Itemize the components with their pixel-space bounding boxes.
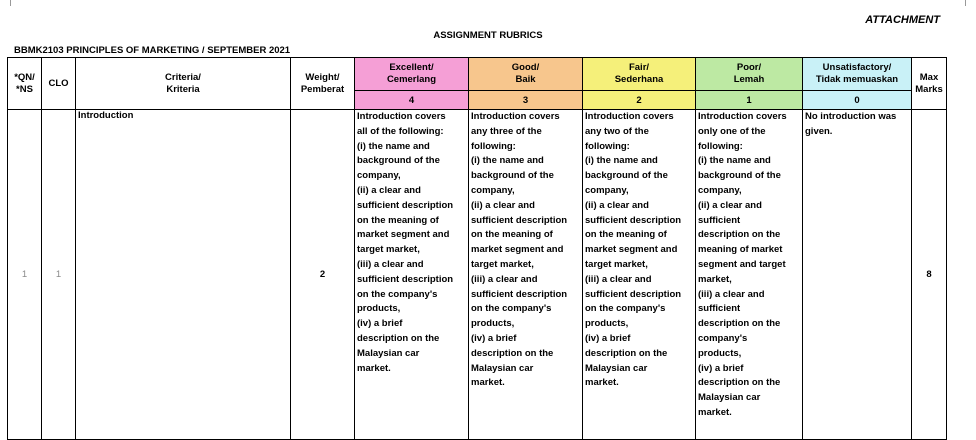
- descriptor-line: sufficient: [698, 214, 741, 226]
- score-fair: 2: [583, 91, 696, 110]
- descriptor-line: description on the: [698, 229, 781, 241]
- grade-header-fair: Fair/ Sederhana: [583, 58, 696, 91]
- descriptor-line: following:: [471, 140, 516, 152]
- descriptor-line: (ii) a clear and: [698, 199, 762, 211]
- descriptor-line: market segment and: [471, 244, 564, 256]
- descriptor-line: market.: [357, 362, 391, 374]
- grade-header-good: Good/ Baik: [469, 58, 583, 91]
- descriptor-line: sufficient description: [585, 214, 682, 226]
- page-title: ASSIGNMENT RUBRICS: [433, 30, 543, 41]
- descriptor-line: segment and target: [698, 258, 786, 270]
- descriptor-line: target market,: [471, 258, 534, 270]
- criteria-header: Criteria/ Kriteria: [76, 58, 291, 110]
- descriptor-line: market.: [471, 377, 505, 389]
- descriptor-line: products,: [585, 318, 629, 330]
- rubric-table: [7, 57, 947, 440]
- descriptor-line: sufficient description: [471, 288, 568, 300]
- descriptor-fair: [583, 110, 696, 440]
- descriptor-line: (iii) a clear and: [471, 273, 538, 285]
- descriptor-line: Malaysian car: [698, 392, 761, 404]
- descriptor-line: sufficient description: [471, 214, 568, 226]
- descriptor-line: (i) the name and: [698, 155, 771, 167]
- descriptor-line: products,: [698, 347, 742, 359]
- descriptor-line: on the meaning of: [585, 229, 667, 241]
- descriptor-line: on the meaning of: [357, 214, 439, 226]
- descriptor-line: background of the: [471, 170, 554, 182]
- descriptor-line: sufficient: [698, 303, 741, 315]
- descriptor-line: description on the: [357, 332, 440, 344]
- grade-header-excellent: Excellent/ Cemerlang: [355, 58, 469, 91]
- weight-header: Weight/ Pemberat: [291, 58, 355, 110]
- descriptor-line: (iv) a brief: [471, 332, 517, 344]
- descriptor-line: company,: [698, 184, 742, 196]
- descriptor-line: description on the: [698, 377, 781, 389]
- descriptor-line: background of the: [698, 170, 781, 182]
- descriptor-line: sufficient description: [357, 199, 454, 211]
- clo-header: CLO: [42, 58, 76, 110]
- weight-value: 2: [291, 110, 355, 440]
- descriptor-line: (ii) a clear and: [585, 199, 649, 211]
- descriptor-line: market segment and: [357, 229, 450, 241]
- descriptor-line: description on the: [585, 347, 668, 359]
- descriptor-line: (iv) a brief: [357, 318, 403, 330]
- descriptor-line: market.: [585, 377, 619, 389]
- score-unsatisfactory: 0: [803, 91, 912, 110]
- descriptor-line: (ii) a clear and: [471, 199, 535, 211]
- header-row: [8, 58, 947, 91]
- descriptor-line: market segment and: [585, 244, 678, 256]
- descriptor-line: products,: [471, 318, 515, 330]
- table-row: [8, 110, 947, 440]
- descriptor-line: on the meaning of: [471, 229, 553, 241]
- descriptor-line: Introduction covers: [471, 111, 560, 122]
- descriptor-line: (i) the name and: [357, 140, 430, 152]
- descriptor-line: Introduction covers: [585, 111, 674, 122]
- page-corner-mark-right: [965, 0, 966, 6]
- descriptor-line: meaning of market: [698, 244, 783, 256]
- descriptor-line: any two of the: [585, 125, 649, 137]
- descriptor-unsatisfactory: [803, 110, 912, 440]
- course-title: BBMK2103 PRINCIPLES OF MARKETING / SEPTEMBER 2021: [14, 45, 291, 56]
- descriptor-line: products,: [357, 303, 401, 315]
- descriptor-line: following:: [585, 140, 630, 152]
- max-marks-value: 8: [912, 110, 947, 440]
- descriptor-excellent: [355, 110, 469, 440]
- criteria-value: Introduction: [76, 110, 291, 440]
- descriptor-good: [469, 110, 583, 440]
- descriptor-poor: [696, 110, 803, 440]
- page-corner-mark-left: [10, 0, 11, 6]
- descriptor-line: company,: [357, 170, 401, 182]
- qn-value: 1: [8, 110, 42, 440]
- descriptor-line: sufficient description: [357, 273, 454, 285]
- score-good: 3: [469, 91, 583, 110]
- descriptor-line: Introduction covers: [698, 111, 787, 122]
- descriptor-line: only one of the: [698, 125, 766, 137]
- descriptor-line: (i) the name and: [585, 155, 658, 167]
- descriptor-line: description on the: [698, 318, 781, 330]
- score-excellent: 4: [355, 91, 469, 110]
- descriptor-line: market,: [698, 273, 732, 285]
- descriptor-line: on the company's: [471, 303, 552, 315]
- descriptor-line: on the company's: [585, 303, 666, 315]
- descriptor-line: all of the following:: [357, 125, 444, 137]
- descriptor-line: target market,: [585, 258, 648, 270]
- descriptor-line: (iv) a brief: [698, 362, 744, 374]
- qn-header: *QN/ *NS: [8, 58, 42, 110]
- descriptor-line: company,: [585, 184, 629, 196]
- descriptor-line: background of the: [585, 170, 668, 182]
- grade-header-unsatisfactory: Unsatisfactory/ Tidak memuaskan: [803, 58, 912, 91]
- descriptor-line: Malaysian car: [471, 362, 534, 374]
- descriptor-line: company's: [698, 332, 748, 344]
- clo-value: 1: [42, 110, 76, 440]
- attachment-label: ATTACHMENT: [865, 14, 940, 26]
- max-marks-header: Max Marks: [912, 58, 947, 110]
- descriptor-line: given.: [805, 125, 833, 137]
- descriptor-line: target market,: [357, 244, 420, 256]
- descriptor-line: (iv) a brief: [585, 332, 631, 344]
- descriptor-line: market.: [698, 406, 732, 418]
- descriptor-line: background of the: [357, 155, 440, 167]
- descriptor-line: Introduction covers: [357, 111, 446, 122]
- descriptor-line: on the company's: [357, 288, 438, 300]
- score-poor: 1: [696, 91, 803, 110]
- descriptor-line: company,: [471, 184, 515, 196]
- descriptor-line: (iii) a clear and: [585, 273, 652, 285]
- descriptor-line: sufficient description: [585, 288, 682, 300]
- descriptor-line: No introduction was: [805, 111, 897, 122]
- descriptor-line: (ii) a clear and: [357, 184, 421, 196]
- grade-header-poor: Poor/ Lemah: [696, 58, 803, 91]
- descriptor-line: (i) the name and: [471, 155, 544, 167]
- descriptor-line: any three of the: [471, 125, 542, 137]
- descriptor-line: Malaysian car: [357, 347, 420, 359]
- descriptor-line: Malaysian car: [585, 362, 648, 374]
- descriptor-line: (iii) a clear and: [698, 288, 765, 300]
- descriptor-line: description on the: [471, 347, 554, 359]
- descriptor-line: following:: [698, 140, 743, 152]
- descriptor-line: (iii) a clear and: [357, 258, 424, 270]
